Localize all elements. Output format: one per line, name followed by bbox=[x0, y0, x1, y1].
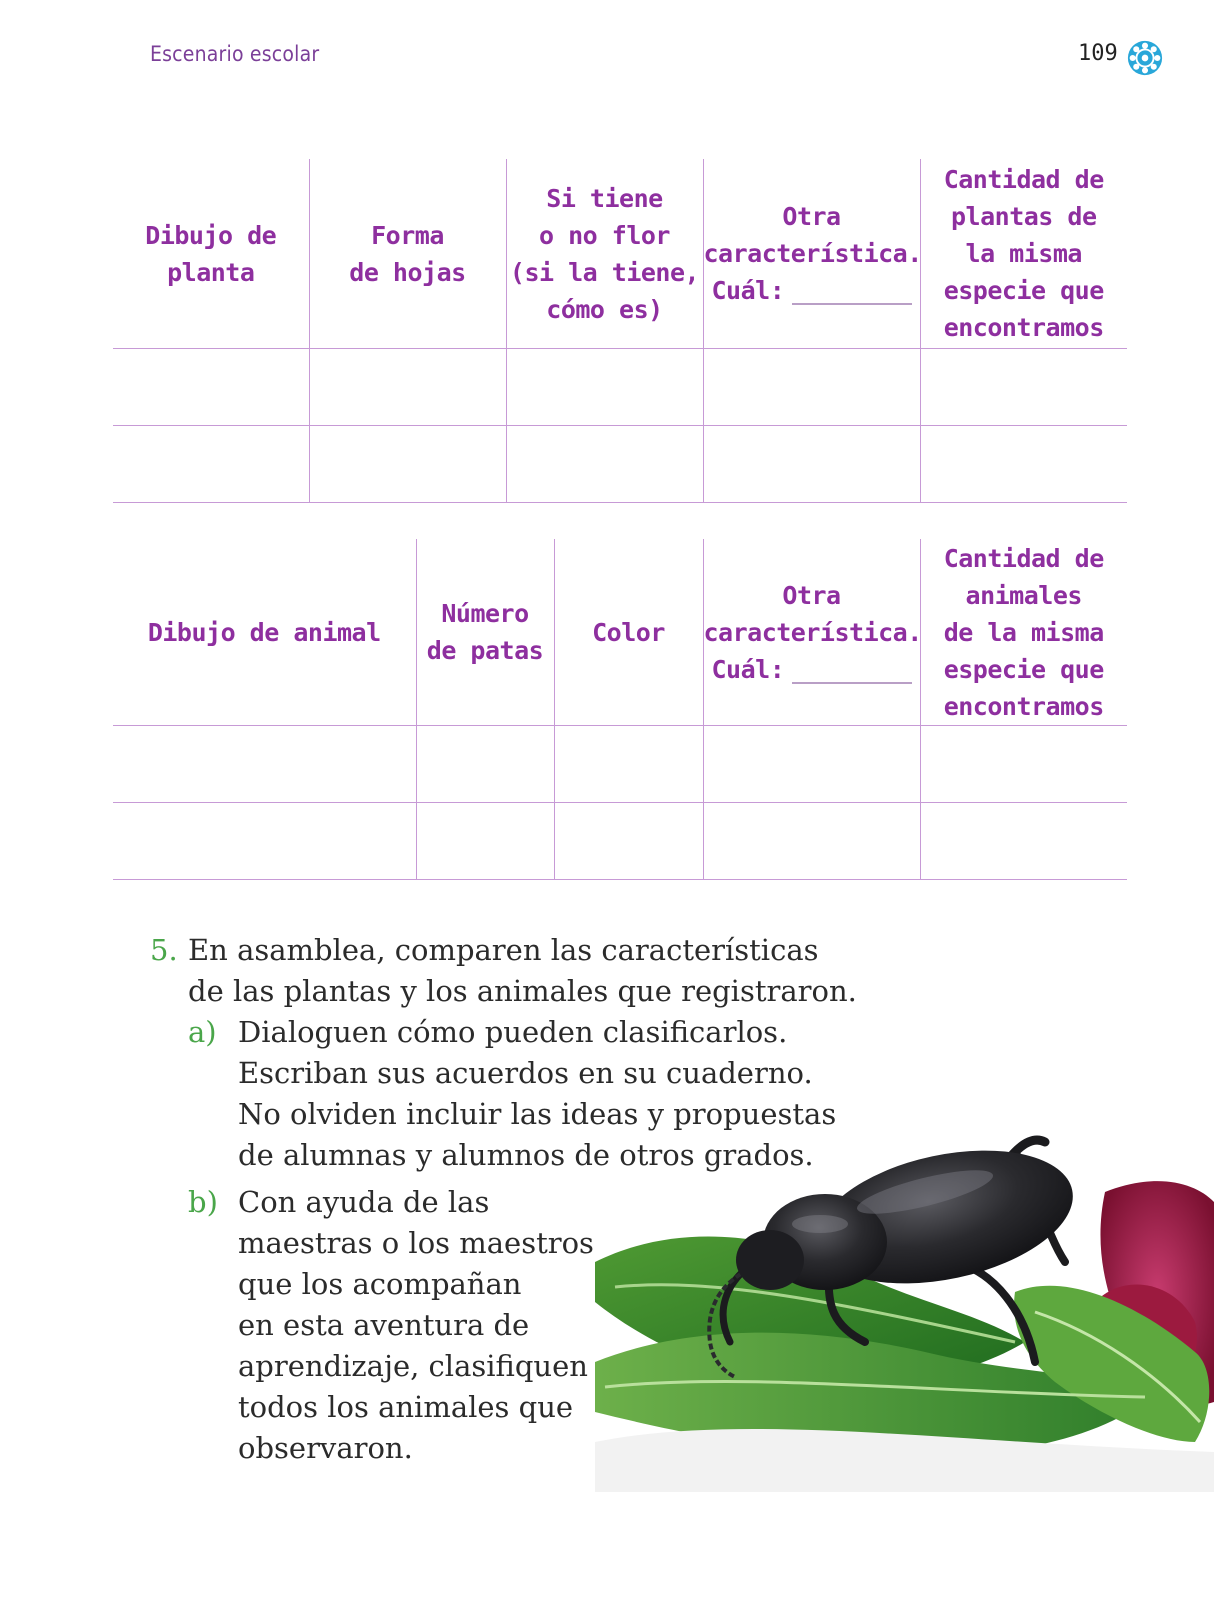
activity-item-5 bbox=[150, 930, 910, 1012]
plants-record-table bbox=[113, 159, 1127, 503]
text-line: de alumnas y alumnos de otros grados. bbox=[238, 1138, 814, 1172]
which-prompt: Cuál: bbox=[711, 654, 785, 684]
header-other-characteristic: Otra característica. Cuál: bbox=[703, 159, 920, 349]
which-answer-line[interactable] bbox=[792, 682, 912, 684]
which-answer-line[interactable] bbox=[792, 303, 912, 305]
sub-item-letter: a) bbox=[188, 1015, 217, 1049]
plants-header-row bbox=[113, 159, 1127, 349]
blank-cell[interactable] bbox=[920, 349, 1127, 426]
blank-cell[interactable] bbox=[920, 726, 1127, 803]
blank-cell[interactable] bbox=[506, 426, 703, 503]
blank-cell[interactable] bbox=[309, 349, 506, 426]
sub-item-letter: b) bbox=[188, 1185, 218, 1219]
blank-cell[interactable] bbox=[113, 803, 416, 880]
header-has-flower: Si tiene o no flor (si la tiene, cómo es) bbox=[506, 159, 703, 349]
header-animal-count: Cantidad de animales de la misma especie que encontramos bbox=[920, 539, 1127, 726]
blank-cell[interactable] bbox=[703, 726, 920, 803]
animals-record-table bbox=[113, 539, 1127, 880]
header-plant-drawing: Dibujo de planta bbox=[113, 159, 309, 349]
which-prompt: Cuál: bbox=[711, 276, 785, 305]
blank-cell[interactable] bbox=[703, 803, 920, 880]
header-number-of-legs: Número de patas bbox=[416, 539, 554, 726]
blank-cell[interactable] bbox=[416, 726, 554, 803]
blank-cell[interactable] bbox=[506, 349, 703, 426]
header-animal-drawing: Dibujo de animal bbox=[113, 539, 416, 726]
blank-cell[interactable] bbox=[920, 426, 1127, 503]
blank-cell[interactable] bbox=[920, 803, 1127, 880]
text-line: que los acompañan bbox=[238, 1267, 522, 1301]
blank-cell[interactable] bbox=[703, 426, 920, 503]
table-row bbox=[113, 726, 1127, 803]
text-line: observaron. bbox=[238, 1431, 413, 1465]
item-number: 5. bbox=[150, 933, 178, 967]
blank-cell[interactable] bbox=[416, 803, 554, 880]
text-line: de las plantas y los animales que registraron. bbox=[188, 974, 857, 1008]
header-other-characteristic: Otra característica. Cuál: bbox=[703, 539, 920, 726]
blank-cell[interactable] bbox=[554, 803, 703, 880]
text-line: No olviden incluir las ideas y propuestas bbox=[238, 1097, 837, 1131]
animals-header-row bbox=[113, 539, 1127, 726]
text-line: aprendizaje, clasifiquen bbox=[238, 1349, 588, 1383]
header-plant-count: Cantidad de plantas de la misma especie que encontramos bbox=[920, 159, 1127, 349]
running-head: Escenario escolar bbox=[150, 42, 320, 66]
header-leaf-shape: Forma de hojas bbox=[309, 159, 506, 349]
beetle-on-leaves-photo bbox=[595, 1112, 1214, 1492]
text-line: en esta aventura de bbox=[238, 1308, 530, 1342]
table-row bbox=[113, 803, 1127, 880]
text-line: todos los animales que bbox=[238, 1390, 574, 1424]
flower-emblem-icon bbox=[1126, 39, 1164, 77]
blank-cell[interactable] bbox=[113, 426, 309, 503]
table-row bbox=[113, 349, 1127, 426]
blank-cell[interactable] bbox=[554, 726, 703, 803]
text-line: maestras o los maestros bbox=[238, 1226, 594, 1260]
text-line: En asamblea, comparen las características bbox=[188, 933, 819, 967]
blank-cell[interactable] bbox=[703, 349, 920, 426]
text-line: Escriban sus acuerdos en su cuaderno. bbox=[238, 1056, 813, 1090]
blank-cell[interactable] bbox=[113, 726, 416, 803]
table-row bbox=[113, 426, 1127, 503]
text-line: Dialoguen cómo pueden clasificarlos. bbox=[238, 1015, 788, 1049]
blank-cell[interactable] bbox=[309, 426, 506, 503]
page-number: 109 bbox=[1078, 41, 1118, 66]
header-color: Color bbox=[554, 539, 703, 726]
text-line: Con ayuda de las bbox=[238, 1185, 490, 1219]
blank-cell[interactable] bbox=[113, 349, 309, 426]
